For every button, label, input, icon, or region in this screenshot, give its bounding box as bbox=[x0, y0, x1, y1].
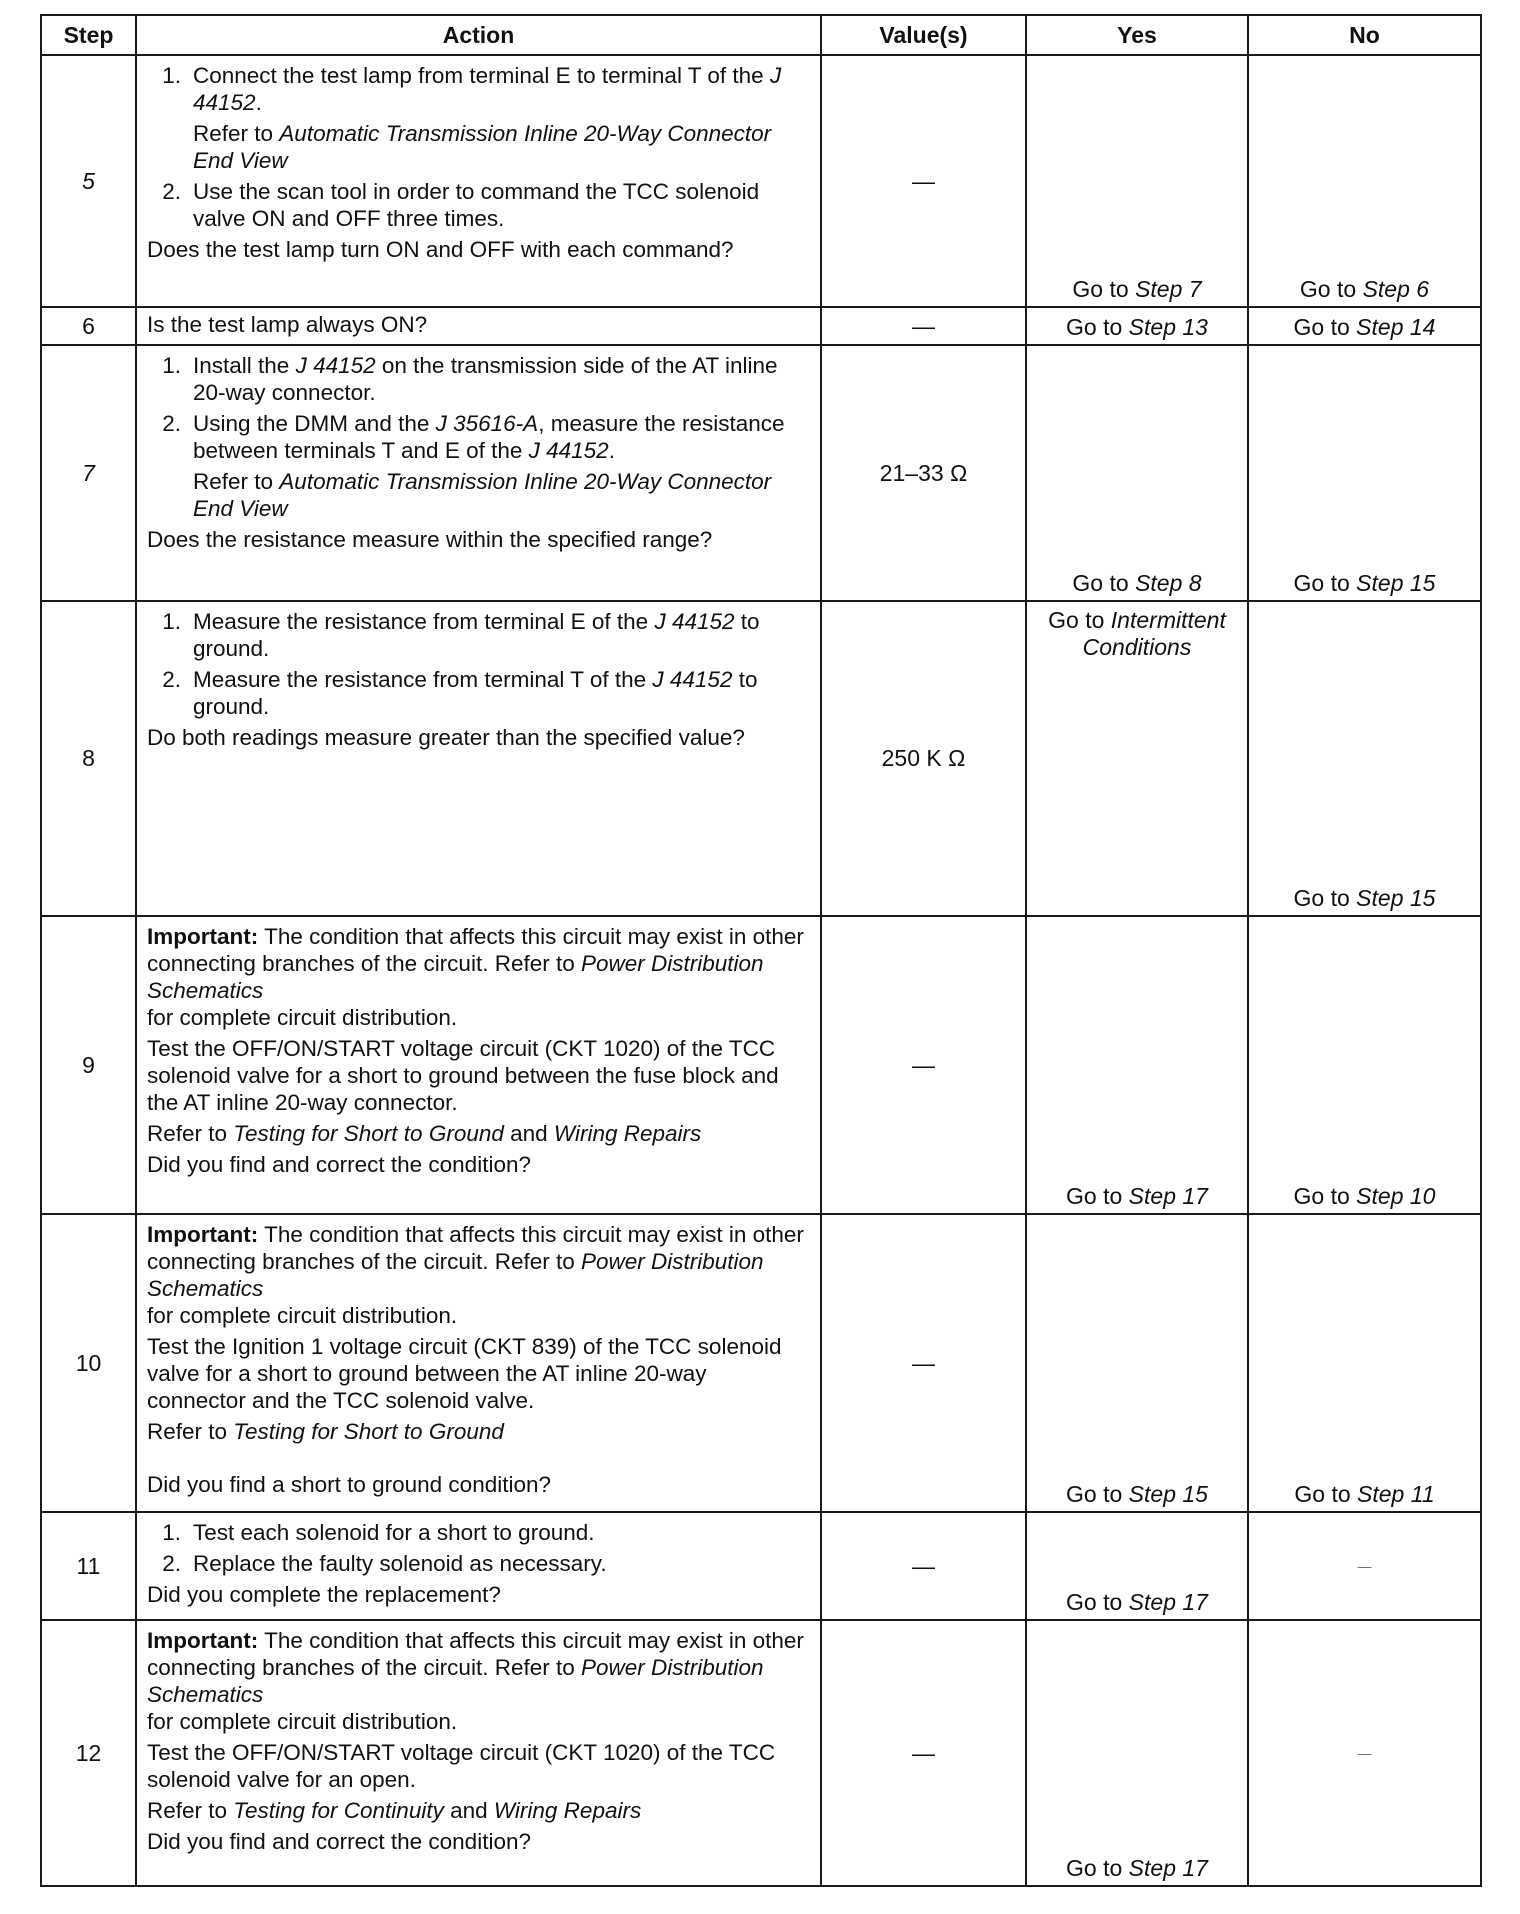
step-number: 9 bbox=[41, 916, 136, 1214]
action-cell: 1. Test each solenoid for a short to ground. 2. Replace the faulty solenoid as necessary. Did you complete the replacement? bbox=[136, 1512, 821, 1620]
important-tail: for complete circuit distribution. bbox=[147, 1005, 458, 1030]
reference-link[interactable]: Testing for Continuity bbox=[233, 1798, 444, 1823]
yes-target[interactable]: Step 7 bbox=[1135, 276, 1202, 302]
reference-link[interactable]: Wiring Repairs bbox=[493, 1798, 642, 1823]
test-text: Test the OFF/ON/START voltage circuit (CKT 1020) of the TCC solenoid valve for a short to ground between the fuse block and the AT inline 20-way connector. bbox=[147, 1036, 779, 1115]
table-row-step-6 bbox=[41, 307, 1481, 345]
value-cell bbox=[821, 345, 1026, 601]
tool-ref: J 44152 bbox=[654, 609, 735, 634]
value-cell bbox=[821, 1214, 1026, 1512]
value-cell bbox=[821, 1512, 1026, 1620]
diagnostic-table bbox=[40, 14, 1482, 1887]
instruction-text: Install the bbox=[193, 353, 296, 378]
important-label: Important: bbox=[147, 1222, 259, 1247]
tool-ref: J 35616-A bbox=[435, 411, 539, 436]
yes-target[interactable]: Step 8 bbox=[1135, 570, 1202, 596]
instruction-text: Use the scan tool in order to command the TCC solenoid valve ON and OFF three times. bbox=[193, 179, 760, 231]
instruction-text: Measure the resistance from terminal E of the bbox=[193, 609, 655, 634]
step-number: 10 bbox=[41, 1214, 136, 1512]
header-yes: Yes bbox=[1026, 15, 1248, 55]
tool-ref: J 44152 bbox=[652, 667, 733, 692]
step-number: 8 bbox=[41, 601, 136, 916]
no-cell bbox=[1248, 1512, 1481, 1620]
no-target[interactable]: Step 6 bbox=[1362, 276, 1430, 302]
instruction-text: , measure the resistance between terminals T and E of the bbox=[193, 411, 785, 463]
reference-link[interactable]: Testing for Short to Ground bbox=[233, 1419, 504, 1444]
value-text: 21–33 Ω bbox=[879, 459, 968, 486]
action-cell bbox=[136, 1620, 821, 1886]
table-row-step-10 bbox=[41, 1214, 1481, 1512]
go-to-label: Go to bbox=[1066, 1183, 1123, 1209]
yes-target[interactable]: Intermittent Conditions bbox=[1082, 607, 1226, 660]
important-label: Important: bbox=[147, 924, 259, 949]
refer-to: Refer to bbox=[193, 469, 280, 494]
no-cell[interactable] bbox=[1248, 601, 1481, 916]
table-row-step-7 bbox=[41, 345, 1481, 601]
step-number: 5 bbox=[41, 55, 136, 307]
instruction-text: . bbox=[608, 438, 615, 463]
important-text: The condition that affects this circuit may exist in other connecting branches of the circuit. Refer to bbox=[147, 924, 804, 976]
important-text: The condition that affects this circuit may exist in other connecting branches of the circuit. Refer to bbox=[147, 1628, 804, 1680]
go-to-label: Go to bbox=[1066, 1589, 1123, 1615]
step-number: 12 bbox=[41, 1620, 136, 1886]
no-cell[interactable] bbox=[1248, 55, 1481, 307]
action-cell: 1. Connect the test lamp from terminal E to terminal T of the J 44152. Refer to Automatic Transmission Inline 20-Way Connector End View 2. Use the scan tool in order to command the TCC solenoid valve ON and OFF three times. Does the test lamp turn ON and OFF with each command? bbox=[136, 55, 821, 307]
value-text: — bbox=[912, 1349, 935, 1376]
yes-cell[interactable] bbox=[1026, 307, 1248, 345]
yes-cell[interactable] bbox=[1026, 1214, 1248, 1512]
no-target[interactable]: Step 14 bbox=[1356, 314, 1436, 340]
value-text: — bbox=[912, 1739, 935, 1766]
go-to-label: Go to bbox=[1293, 885, 1350, 911]
action-cell bbox=[136, 916, 821, 1214]
question-text: Did you complete the replacement? bbox=[147, 1582, 501, 1607]
action-cell bbox=[136, 1214, 821, 1512]
tool-ref: J 44152 bbox=[528, 438, 609, 463]
action-cell: 1. Install the J 44152 on the transmission side of the AT inline 20-way connector. 2. Using the DMM and the J 35616-A, measure the resistance between terminals T and E of the J 44152. Refer to Automatic Transmission Inline 20-Way Connector End View Does the resistance measure within the specified range? bbox=[136, 345, 821, 601]
value-text: — bbox=[912, 1552, 935, 1579]
go-to-label: Go to bbox=[1072, 276, 1129, 302]
yes-cell[interactable] bbox=[1026, 916, 1248, 1214]
step-number: 7 bbox=[41, 345, 136, 601]
header-values: Value(s) bbox=[821, 15, 1026, 55]
table-row-step-5 bbox=[41, 55, 1481, 307]
reference-link[interactable]: Wiring Repairs bbox=[553, 1121, 702, 1146]
instruction-text: on the transmission side of the AT inline 20-way connector. bbox=[193, 353, 778, 405]
yes-cell[interactable] bbox=[1026, 1512, 1248, 1620]
no-cell[interactable] bbox=[1248, 307, 1481, 345]
and-text: and bbox=[443, 1798, 494, 1823]
value-cell bbox=[821, 601, 1026, 916]
table-row-step-9 bbox=[41, 916, 1481, 1214]
reference-link[interactable]: Automatic Transmission Inline 20-Way Connector End View bbox=[193, 121, 772, 173]
instruction-text: Replace the faulty solenoid as necessary. bbox=[193, 1551, 607, 1576]
no-cell[interactable] bbox=[1248, 1214, 1481, 1512]
no-target[interactable]: Step 15 bbox=[1356, 885, 1436, 911]
reference-link[interactable]: Power Distribution Schematics bbox=[147, 1249, 764, 1301]
yes-target[interactable]: Step 15 bbox=[1128, 1481, 1208, 1507]
go-to-label: Go to bbox=[1066, 1481, 1123, 1507]
instruction-text: Test each solenoid for a short to ground. bbox=[193, 1520, 595, 1545]
value-text: — bbox=[912, 167, 935, 194]
question-text: Is the test lamp always ON? bbox=[147, 312, 428, 337]
tool-ref: J 44152 bbox=[295, 353, 376, 378]
important-tail: for complete circuit distribution. bbox=[147, 1303, 458, 1328]
yes-cell[interactable] bbox=[1026, 1620, 1248, 1886]
value-text: — bbox=[912, 1051, 935, 1078]
reference-link[interactable]: Power Distribution Schematics bbox=[147, 1655, 764, 1707]
important-text: The condition that affects this circuit may exist in other connecting branches of the circuit. Refer to bbox=[147, 1222, 804, 1274]
important-label: Important: bbox=[147, 1628, 259, 1653]
value-text: — bbox=[912, 312, 935, 339]
no-cell[interactable] bbox=[1248, 916, 1481, 1214]
no-cell[interactable] bbox=[1248, 345, 1481, 601]
go-to-label: Go to bbox=[1294, 1481, 1351, 1507]
no-target: — bbox=[1357, 1744, 1372, 1761]
go-to-label: Go to bbox=[1293, 570, 1350, 596]
no-cell bbox=[1248, 1620, 1481, 1886]
no-target[interactable]: Step 10 bbox=[1356, 1183, 1436, 1209]
step-number: 11 bbox=[41, 1512, 136, 1620]
yes-cell[interactable] bbox=[1026, 601, 1248, 916]
go-to-label: Go to bbox=[1293, 314, 1350, 340]
header-row bbox=[41, 15, 1481, 55]
reference-link[interactable]: Power Distribution Schematics bbox=[147, 951, 764, 1003]
question-text: Does the resistance measure within the specified range? bbox=[147, 527, 713, 552]
refer-to: Refer to bbox=[147, 1419, 234, 1444]
value-cell bbox=[821, 916, 1026, 1214]
no-target: — bbox=[1357, 1557, 1372, 1574]
value-cell bbox=[821, 1620, 1026, 1886]
table-row-step-8 bbox=[41, 601, 1481, 916]
question-text: Did you find and correct the condition? bbox=[147, 1152, 531, 1177]
reference-link[interactable]: Automatic Transmission Inline 20-Way Connector End View bbox=[193, 469, 772, 521]
action-cell bbox=[136, 307, 821, 345]
question-text: Did you find a short to ground condition? bbox=[147, 1472, 552, 1497]
refer-to: Refer to bbox=[193, 121, 280, 146]
header-action: Action bbox=[136, 15, 821, 55]
no-target[interactable]: Step 15 bbox=[1356, 570, 1436, 596]
go-to-label: Go to bbox=[1048, 607, 1105, 633]
yes-target[interactable]: Step 17 bbox=[1128, 1589, 1208, 1615]
yes-target[interactable]: Step 13 bbox=[1128, 314, 1208, 340]
go-to-label: Go to bbox=[1299, 276, 1357, 302]
instruction-text: to ground. bbox=[193, 609, 760, 661]
question-text: Does the test lamp turn ON and OFF with each command? bbox=[147, 237, 734, 262]
go-to-label: Go to bbox=[1072, 570, 1129, 596]
yes-cell[interactable] bbox=[1026, 55, 1248, 307]
action-cell: 1. Measure the resistance from terminal E of the J 44152 to ground. 2. Measure the resistance from terminal T of the J 44152 to ground. Do both readings measure greater than the specified value? bbox=[136, 601, 821, 916]
no-target[interactable]: Step 11 bbox=[1357, 1481, 1435, 1507]
yes-target[interactable]: Step 17 bbox=[1128, 1855, 1208, 1881]
value-text: 250 K Ω bbox=[881, 745, 966, 771]
table-row-step-11 bbox=[41, 1512, 1481, 1620]
instruction-text: Measure the resistance from terminal T of the bbox=[193, 667, 653, 692]
tool-ref: J 44152 bbox=[193, 63, 782, 115]
diagnostic-table-page bbox=[40, 14, 1480, 1887]
header-step: Step bbox=[41, 15, 136, 55]
instruction-text: Using the DMM and the bbox=[193, 411, 436, 436]
instruction-text: to ground. bbox=[193, 667, 758, 719]
value-cell bbox=[821, 307, 1026, 345]
test-text: Test the OFF/ON/START voltage circuit (CKT 1020) of the TCC solenoid valve for an open. bbox=[147, 1740, 776, 1792]
go-to-label: Go to bbox=[1293, 1183, 1350, 1209]
go-to-label: Go to bbox=[1066, 314, 1123, 340]
refer-to: Refer to bbox=[147, 1798, 234, 1823]
yes-target[interactable]: Step 17 bbox=[1128, 1183, 1208, 1209]
and-text: and bbox=[503, 1121, 554, 1146]
test-text: Test the Ignition 1 voltage circuit (CKT 839) of the TCC solenoid valve for a short to ground between the AT inline 20-way connector and the TCC solenoid valve. bbox=[147, 1334, 782, 1413]
reference-link[interactable]: Testing for Short to Ground bbox=[233, 1121, 504, 1146]
instruction-text: . bbox=[255, 90, 262, 115]
step-number: 6 bbox=[41, 307, 136, 345]
refer-to: Refer to bbox=[147, 1121, 234, 1146]
important-tail: for complete circuit distribution. bbox=[147, 1709, 458, 1734]
value-cell bbox=[821, 55, 1026, 307]
go-to-label: Go to bbox=[1066, 1855, 1123, 1881]
question-text: Do both readings measure greater than the specified value? bbox=[147, 725, 745, 750]
table-row-step-12 bbox=[41, 1620, 1481, 1886]
instruction-text: Connect the test lamp from terminal E to terminal T of the bbox=[193, 63, 770, 88]
yes-cell[interactable] bbox=[1026, 345, 1248, 601]
question-text: Did you find and correct the condition? bbox=[147, 1829, 531, 1854]
header-no: No bbox=[1248, 15, 1481, 55]
